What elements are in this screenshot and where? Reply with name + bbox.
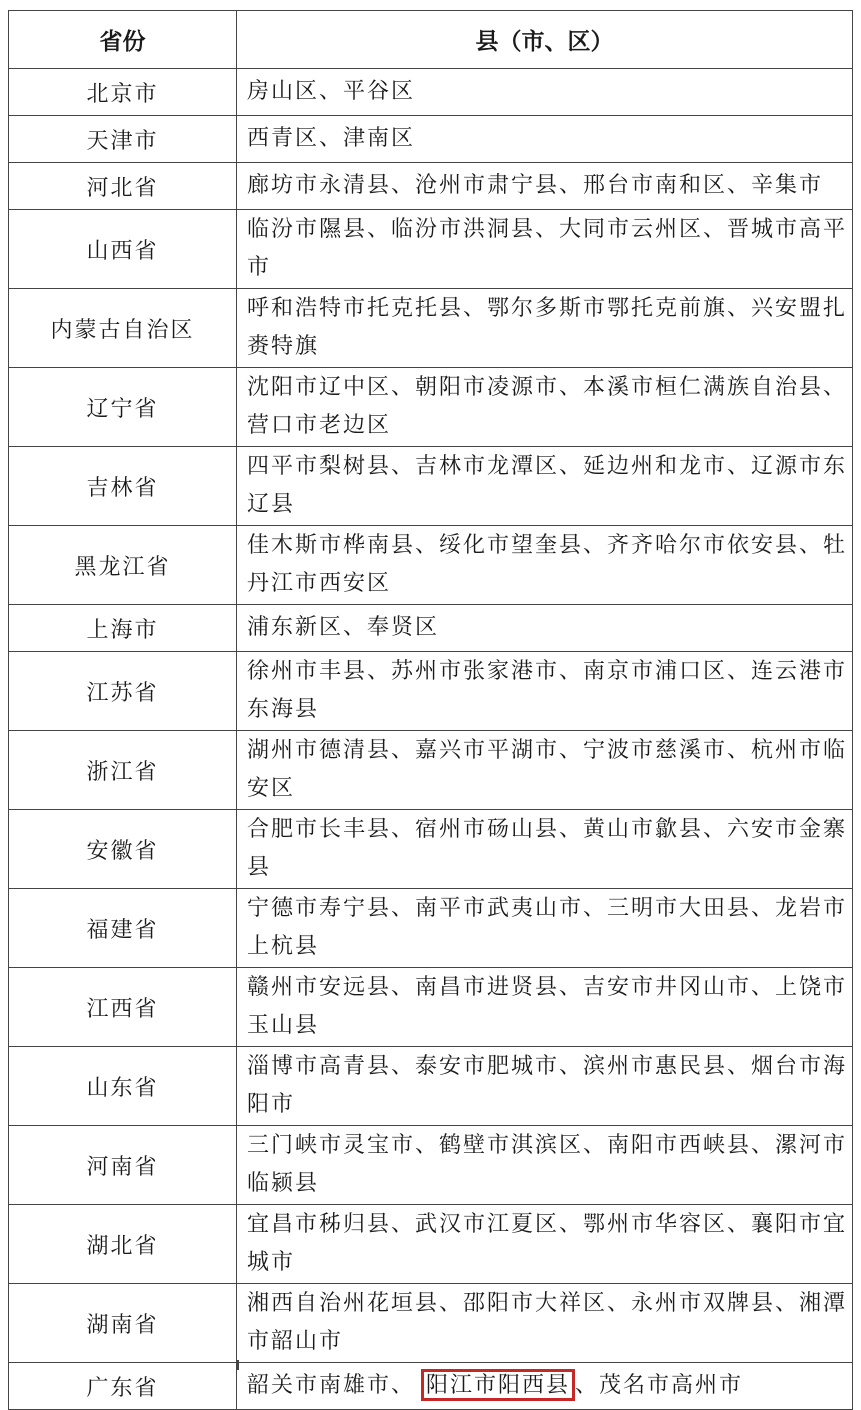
province-cell: 福建省 bbox=[9, 889, 237, 968]
highlighted-county: 阳江市阳西县 bbox=[421, 1369, 575, 1401]
county-cell: 三门峡市灵宝市、鹤壁市淇滨区、南阳市西峡县、漯河市临颍县 bbox=[237, 1126, 853, 1205]
county-cell: 徐州市丰县、苏州市张家港市、南京市浦口区、连云港市东海县 bbox=[237, 652, 853, 731]
province-cell: 江西省 bbox=[9, 968, 237, 1047]
table-row bbox=[9, 1284, 853, 1363]
table-row bbox=[9, 210, 853, 289]
province-cell: 广东省 bbox=[9, 1363, 237, 1410]
next-row-partial bbox=[8, 1360, 853, 1370]
county-cell: 房山区、平谷区 bbox=[237, 69, 853, 116]
county-text-after: 、茂名市高州市 bbox=[575, 1373, 744, 1398]
province-cell: 浙江省 bbox=[9, 731, 237, 810]
table-header-row bbox=[9, 11, 853, 69]
table-row bbox=[9, 69, 853, 116]
county-cell: 呼和浩特市托克托县、鄂尔多斯市鄂托克前旗、兴安盟扎赉特旗 bbox=[237, 289, 853, 368]
province-cell: 内蒙古自治区 bbox=[9, 289, 237, 368]
county-text-before: 韶关市南雄市、 bbox=[247, 1373, 416, 1398]
county-cell: 西青区、津南区 bbox=[237, 116, 853, 163]
table-row bbox=[9, 526, 853, 605]
county-cell: 赣州市安远县、南昌市进贤县、吉安市井冈山市、上饶市玉山县 bbox=[237, 968, 853, 1047]
county-cell: 沈阳市辽中区、朝阳市凌源市、本溪市桓仁满族自治县、营口市老边区 bbox=[237, 368, 853, 447]
province-cell: 河南省 bbox=[9, 1126, 237, 1205]
county-cell: 淄博市高青县、泰安市肥城市、滨州市惠民县、烟台市海阳市 bbox=[237, 1047, 853, 1126]
province-cell: 河北省 bbox=[9, 163, 237, 210]
province-cell: 湖北省 bbox=[9, 1205, 237, 1284]
county-cell: 宁德市寿宁县、南平市武夷山市、三明市大田县、龙岩市上杭县 bbox=[237, 889, 853, 968]
table-row bbox=[9, 116, 853, 163]
column-divider bbox=[237, 1360, 239, 1370]
province-cell: 江苏省 bbox=[9, 652, 237, 731]
province-cell: 山西省 bbox=[9, 210, 237, 289]
table-row bbox=[9, 163, 853, 210]
province-cell: 北京市 bbox=[9, 69, 237, 116]
county-cell: 浦东新区、奉贤区 bbox=[237, 605, 853, 652]
header-county: 县（市、区） bbox=[237, 11, 853, 69]
table-row bbox=[9, 1205, 853, 1284]
table-row bbox=[9, 968, 853, 1047]
table-row bbox=[9, 289, 853, 368]
county-cell: 湘西自治州花垣县、邵阳市大祥区、永州市双牌县、湘潭市韶山市 bbox=[237, 1284, 853, 1363]
province-cell: 天津市 bbox=[9, 116, 237, 163]
table-row bbox=[9, 652, 853, 731]
county-cell: 合肥市长丰县、宿州市砀山县、黄山市歙县、六安市金寨县 bbox=[237, 810, 853, 889]
province-cell: 吉林省 bbox=[9, 447, 237, 526]
table-row bbox=[9, 889, 853, 968]
province-cell: 辽宁省 bbox=[9, 368, 237, 447]
county-cell: 廊坊市永清县、沧州市肃宁县、邢台市南和区、辛集市 bbox=[237, 163, 853, 210]
county-cell: 临汾市隰县、临汾市洪洞县、大同市云州区、晋城市高平市 bbox=[237, 210, 853, 289]
county-cell: 湖州市德清县、嘉兴市平湖市、宁波市慈溪市、杭州市临安区 bbox=[237, 731, 853, 810]
province-cell: 山东省 bbox=[9, 1047, 237, 1126]
table-row bbox=[9, 731, 853, 810]
county-cell: 四平市梨树县、吉林市龙潭区、延边州和龙市、辽源市东辽县 bbox=[237, 447, 853, 526]
header-province: 省份 bbox=[9, 11, 237, 69]
table-row bbox=[9, 1047, 853, 1126]
table-row bbox=[9, 447, 853, 526]
table-row bbox=[9, 810, 853, 889]
province-cell: 黑龙江省 bbox=[9, 526, 237, 605]
table-row bbox=[9, 368, 853, 447]
table-row bbox=[9, 605, 853, 652]
county-cell: 佳木斯市桦南县、绥化市望奎县、齐齐哈尔市依安县、牡丹江市西安区 bbox=[237, 526, 853, 605]
province-cell: 上海市 bbox=[9, 605, 237, 652]
table-row bbox=[9, 1126, 853, 1205]
province-cell: 安徽省 bbox=[9, 810, 237, 889]
province-cell: 湖南省 bbox=[9, 1284, 237, 1363]
county-table bbox=[8, 10, 853, 1410]
county-cell: 宜昌市秭归县、武汉市江夏区、鄂州市华容区、襄阳市宜城市 bbox=[237, 1205, 853, 1284]
